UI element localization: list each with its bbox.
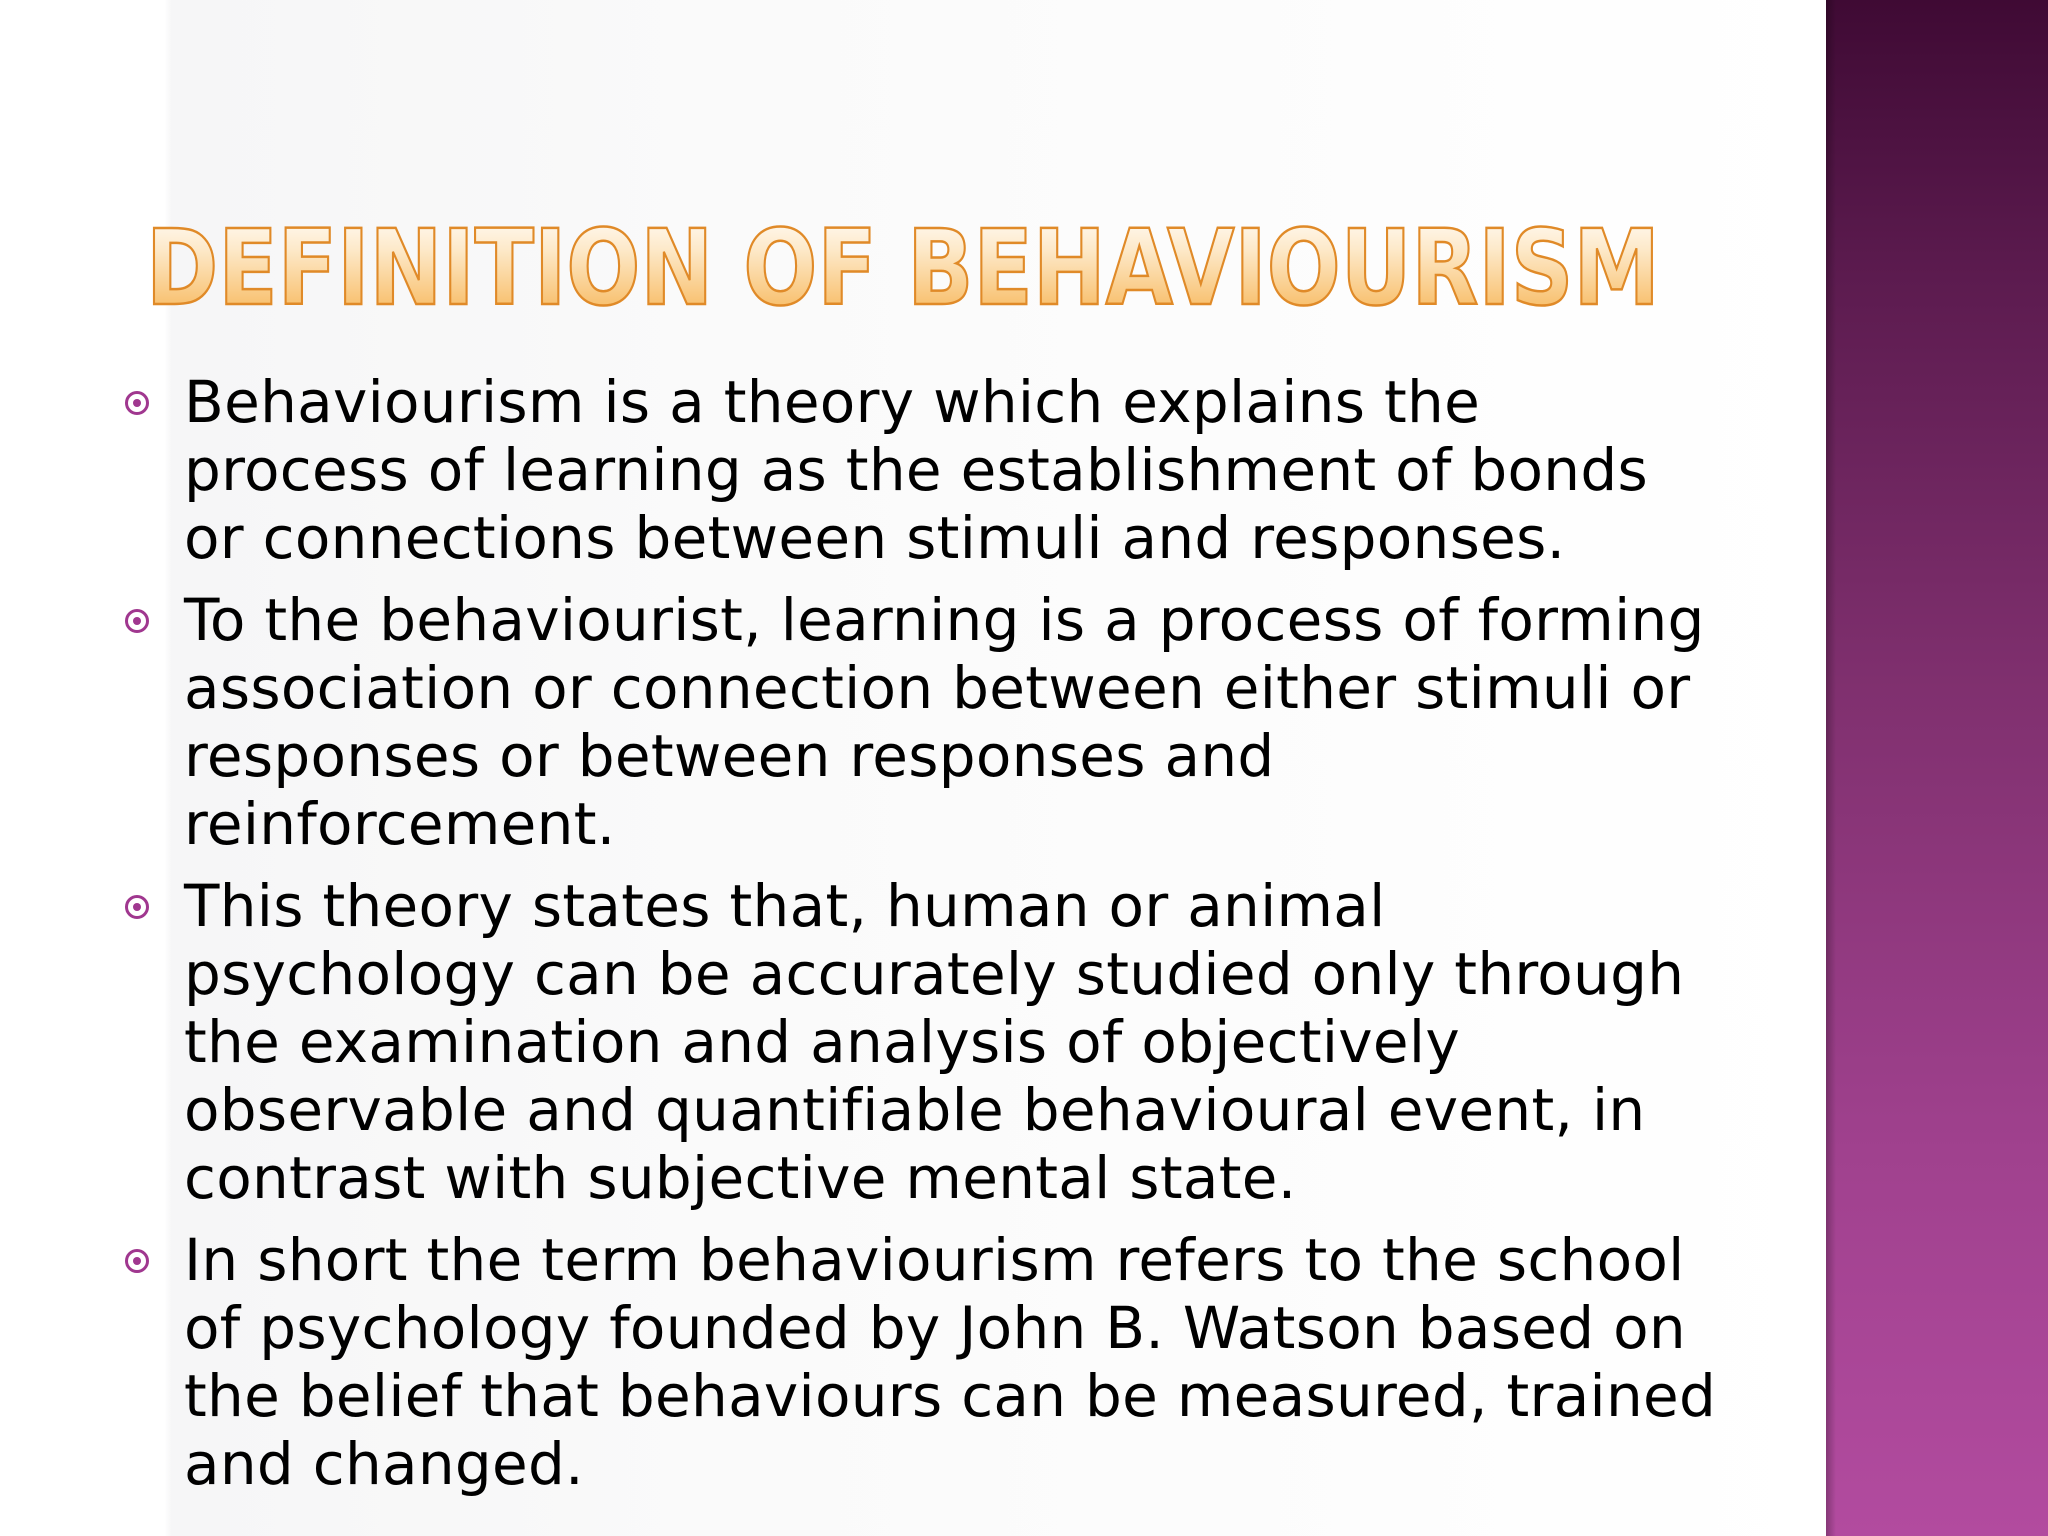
bullet-text: In short the term behaviourism refers to the school of psychology founded by John B. Watson based on the belief that behaviours can be measured, trained and changed. (184, 1226, 1717, 1498)
circle-dot-bullet-icon (125, 609, 149, 633)
decorative-side-band (1826, 0, 2048, 1536)
bullet-item (122, 368, 1722, 572)
bullet-item (122, 1226, 1722, 1498)
circle-dot-bullet-icon (125, 1249, 149, 1273)
bullet-text: To the behaviourist, learning is a process of forming association or connection between either stimuli or responses or between responses and reinforcement. (184, 586, 1705, 858)
circle-dot-bullet-icon (125, 391, 149, 415)
bullet-item (122, 586, 1722, 858)
slide-title (146, 208, 1726, 328)
slide-title-text: DEFINITION OF BEHAVIOURISM (146, 207, 1660, 329)
slide-title-graphic (146, 208, 1726, 328)
bullet-list (122, 368, 1722, 1512)
bullet-text: This theory states that, human or animal psychology can be accurately studied only through the examination and analysis of objectively observable and quantifiable behavioural event, in contrast with subjective mental state. (184, 872, 1685, 1212)
bullet-item (122, 872, 1722, 1212)
circle-dot-bullet-icon (125, 895, 149, 919)
bullet-text: Behaviourism is a theory which explains the process of learning as the establishment of bonds or connections between stimuli and responses. (184, 368, 1648, 572)
